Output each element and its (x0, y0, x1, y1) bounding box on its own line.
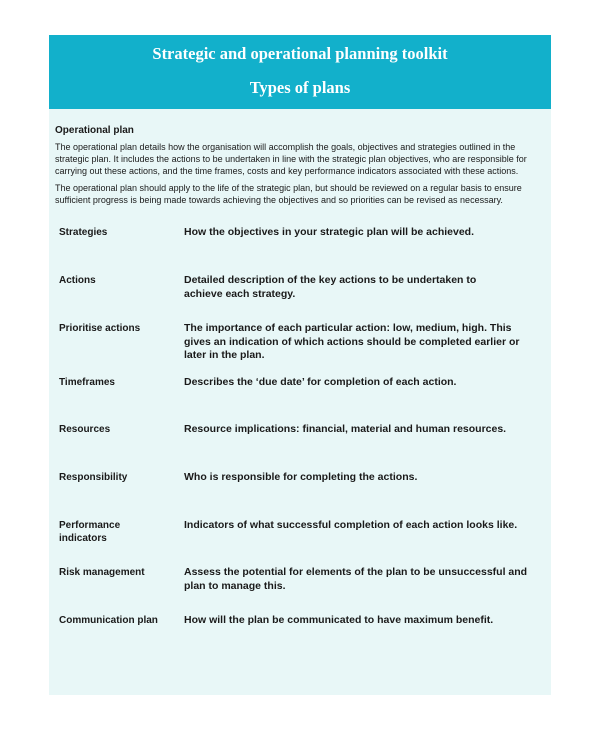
intro-paragraph-1: The operational plan details how the organisation will accomplish the goals, objectives and strategies outlined in the strategic plan. It includes the actions to be undertaken in line with the strategic plan objectives, who are responsible for carrying out these actions, and the time frames, costs and key performance indicators associated with these actions. (55, 142, 527, 176)
row-term: Risk management (59, 567, 145, 578)
table-row (55, 566, 551, 614)
table-row (55, 471, 551, 519)
table-row (55, 614, 551, 638)
row-term: Prioritise actions (59, 323, 141, 334)
document-title: Strategic and operational planning toolkit (152, 44, 448, 63)
row-definition: The importance of each particular action: low, medium, high. This gives an indication of which actions should be completed earlier or later in the plan. (184, 322, 520, 361)
table-row (55, 519, 551, 566)
row-definition: Assess the potential for elements of the plan to be unsuccessful and plan to manage this. (184, 566, 528, 592)
table-row (55, 226, 551, 274)
document-subtitle: Types of plans (249, 78, 351, 97)
row-definition: Who is responsible for completing the actions. (184, 471, 418, 483)
section-heading: Operational plan (55, 125, 134, 136)
row-term: Strategies (59, 227, 108, 238)
row-term: Performance indicators (59, 520, 121, 544)
table-row (55, 376, 551, 423)
row-term: Resources (59, 424, 111, 435)
row-term: Communication plan (59, 615, 158, 626)
table-row (55, 322, 551, 376)
row-definition: How the objectives in your strategic plan will be achieved. (184, 226, 474, 238)
row-term: Timeframes (59, 377, 115, 388)
row-term: Responsibility (59, 472, 128, 483)
plan-elements-table (55, 226, 551, 638)
document-page (49, 35, 551, 695)
header-banner (49, 35, 551, 109)
row-term: Actions (59, 275, 96, 286)
table-row (55, 274, 551, 322)
row-definition: Indicators of what successful completion of each action looks like. (184, 519, 518, 531)
intro-paragraph-2: The operational plan should apply to the life of the strategic plan, but should be reviewed on a regular basis to ensure sufficient progress is being made towards achieving the objectives and so priorities can be revised as necessary. (55, 183, 522, 205)
content-area (49, 109, 551, 638)
row-definition: Describes the ‘due date’ for completion of each action. (184, 376, 457, 388)
table-row (55, 423, 551, 471)
row-definition: How will the plan be communicated to have maximum benefit. (184, 614, 494, 626)
row-definition: Detailed description of the key actions to be undertaken to achieve each strategy. (184, 274, 477, 300)
row-definition: Resource implications: financial, material and human resources. (184, 423, 507, 435)
